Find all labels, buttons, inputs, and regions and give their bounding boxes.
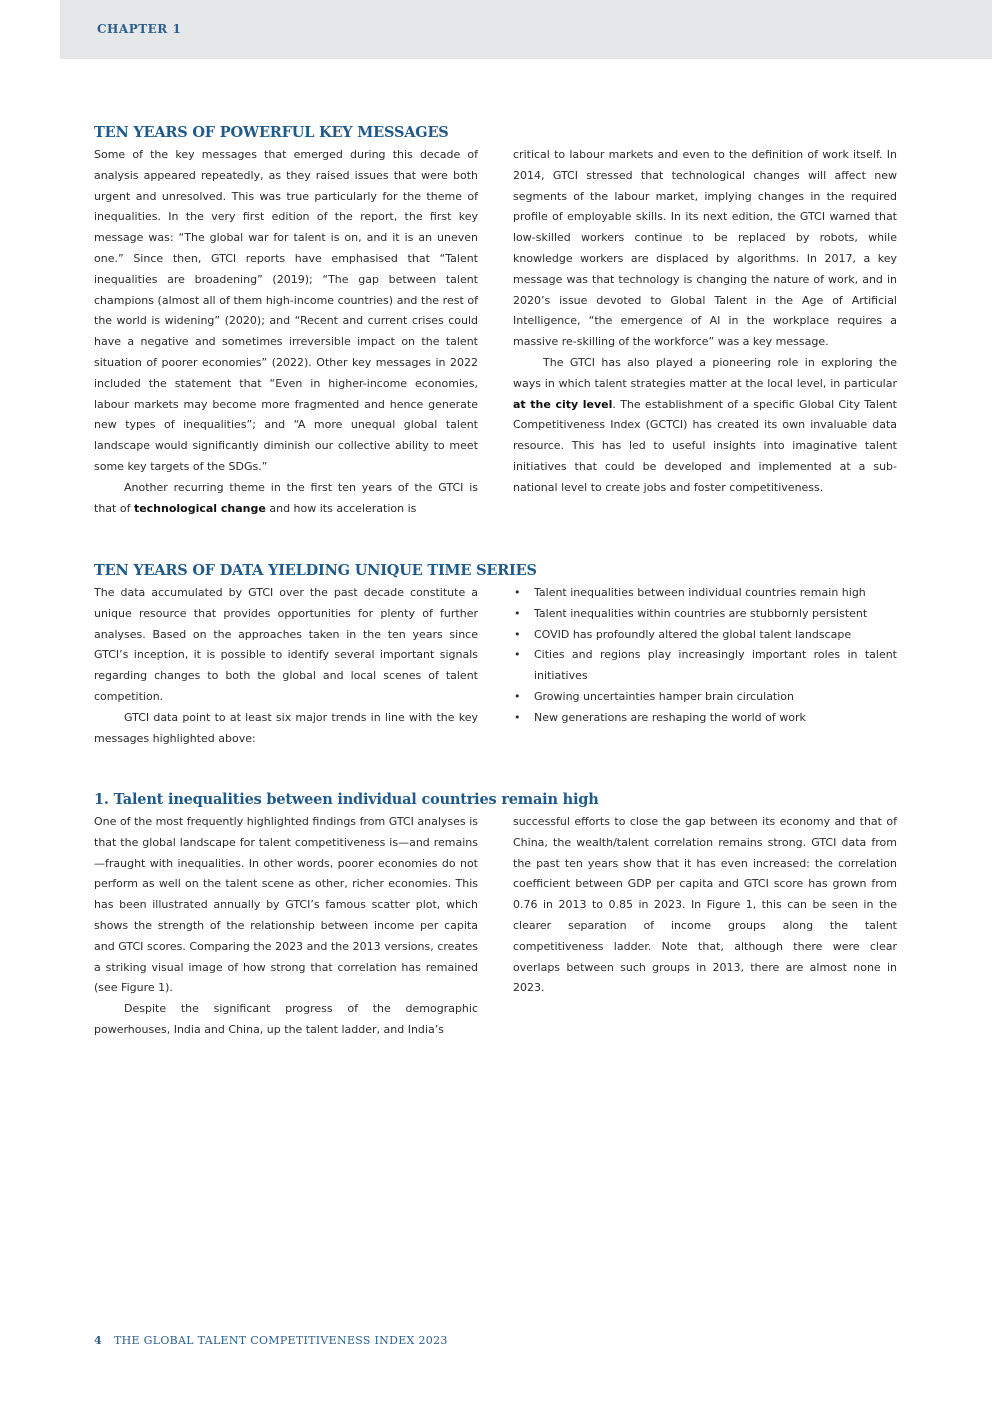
paragraph: successful efforts to close the gap between its economy and that of China, the wealth/talent correlation remains strong. GTCI data from the past ten years show that it has even increased: the correlation coefficient between GDP per capita and GTCI score has grown from 0.76 in 2013 to 0.85 in 2023. In Figure 1, this can be seen in the clearer separation of income groups along the talent competitiveness ladder. Note that, although there were clear overlaps between such groups in 2013, there are almost none in 2023. <box>513 815 897 995</box>
section-key-messages <box>94 124 897 519</box>
section-title: TEN YEARS OF DATA YIELDING UNIQUE TIME SERIES <box>94 562 537 579</box>
right-column <box>513 812 897 1041</box>
list-item: • Growing uncertainties hamper brain circulation <box>513 687 897 708</box>
right-column <box>513 145 897 519</box>
section-inequalities <box>94 791 897 1041</box>
section-title: TEN YEARS OF POWERFUL KEY MESSAGES <box>94 124 449 141</box>
paragraph: Despite the significant progress of the demographic powerhouses, India and China, up the talent ladder, and India’s <box>94 1002 478 1036</box>
page-footer <box>94 1334 448 1347</box>
paragraph: Another recurring theme in the first ten years of the GTCI is that of technological change and how its acceleration is <box>94 480 478 515</box>
list-item: • Cities and regions play increasingly important roles in talent initiatives <box>513 645 897 687</box>
section-time-series <box>94 562 897 749</box>
list-item: • Talent inequalities between individual countries remain high <box>513 583 897 604</box>
bold-term: at the city level <box>513 397 613 411</box>
right-column <box>513 583 897 749</box>
paragraph: Some of the key messages that emerged during this decade of analysis appeared repeatedly, as they raised issues that were both urgent and unresolved. This was true particularly for the theme of inequalities. In the very first edition of the report, the first key message was: “The global war for talent is on, and it is an uneven one.” Since then, GTCI reports have emphasised that “Talent inequalities are broadening” (2019); “The gap between talent champions (almost all of them high-income countries) and the rest of the world is widening” (2020); and “Recent and current crises could have a negative and sometimes irreversible impact on the talent situation of poorer economies” (2022). Other key messages in 2022 included the statement that “Even in higher-income economies, labour markets may become more fragmented and hence generate new types of inequalities”; and “A more unequal global talent landscape would significantly diminish our collective ability to meet some key targets of the SDGs.” <box>94 148 478 473</box>
bold-term: technological change <box>133 501 266 515</box>
section-title: 1. Talent inequalities between individual countries remain high <box>94 791 599 808</box>
left-column <box>94 812 478 1041</box>
chapter-label: CHAPTER 1 <box>97 22 182 36</box>
list-item: • New generations are reshaping the world of work <box>513 708 897 729</box>
paragraph: critical to labour markets and even to the definition of work itself. In 2014, GTCI stressed that technological changes will affect new segments of the labour market, implying changes in the required profile of employable skills. In its next edition, the GTCI warned that low-skilled workers continue to be replaced by robots, while knowledge workers are displaced by algorithms. In 2017, a key message was that technology is changing the nature of work, and in 2020’s issue devoted to Global Talent in the Age of Artificial Intelligence, “the emergence of AI in the workplace requires a massive re-skilling of the workforce” was a key message. <box>513 148 897 349</box>
left-column <box>94 145 478 519</box>
paragraph: One of the most frequently highlighted findings from GTCI analyses is that the global landscape for talent competitiveness is—and remains—fraught with inequalities. In other words, poorer economies do not perform as well on the talent scene as other, richer economies. This has been illustrated annually by GTCI’s famous scatter plot, which shows the strength of the relationship between income per capita and GTCI scores. Comparing the 2023 and the 2013 versions, creates a striking visual image of how strong that correlation has remained (see Figure 1). <box>94 815 478 995</box>
left-column <box>94 583 478 749</box>
paragraph: The GTCI has also played a pioneering role in exploring the ways in which talent strategies matter at the local level, in particular at the city level. The establishment of a specific Global City Talent Competitiveness Index (GCTCI) has created its own invaluable data resource. This has led to useful insights into imaginative talent initiatives that could be developed and implemented at a sub-national level to create jobs and foster competitiveness. <box>513 355 897 494</box>
publication-title: THE GLOBAL TALENT COMPETITIVENESS INDEX 2023 <box>113 1334 448 1347</box>
list-item: • Talent inequalities within countries are stubbornly persistent <box>513 604 897 625</box>
page-number: 4 <box>94 1334 102 1347</box>
list-item: • COVID has profoundly altered the global talent landscape <box>513 625 897 646</box>
paragraph: The data accumulated by GTCI over the past decade constitute a unique resource that provides opportunities for plenty of further analyses. Based on the approaches taken in the ten years since GTCI’s inception, it is possible to identify several important signals regarding changes to both the global and local scenes of talent competition. <box>94 586 478 703</box>
trend-list <box>513 583 897 729</box>
paragraph: GTCI data point to at least six major trends in line with the key messages highlighted above: <box>94 710 478 745</box>
header-bar <box>60 0 992 59</box>
